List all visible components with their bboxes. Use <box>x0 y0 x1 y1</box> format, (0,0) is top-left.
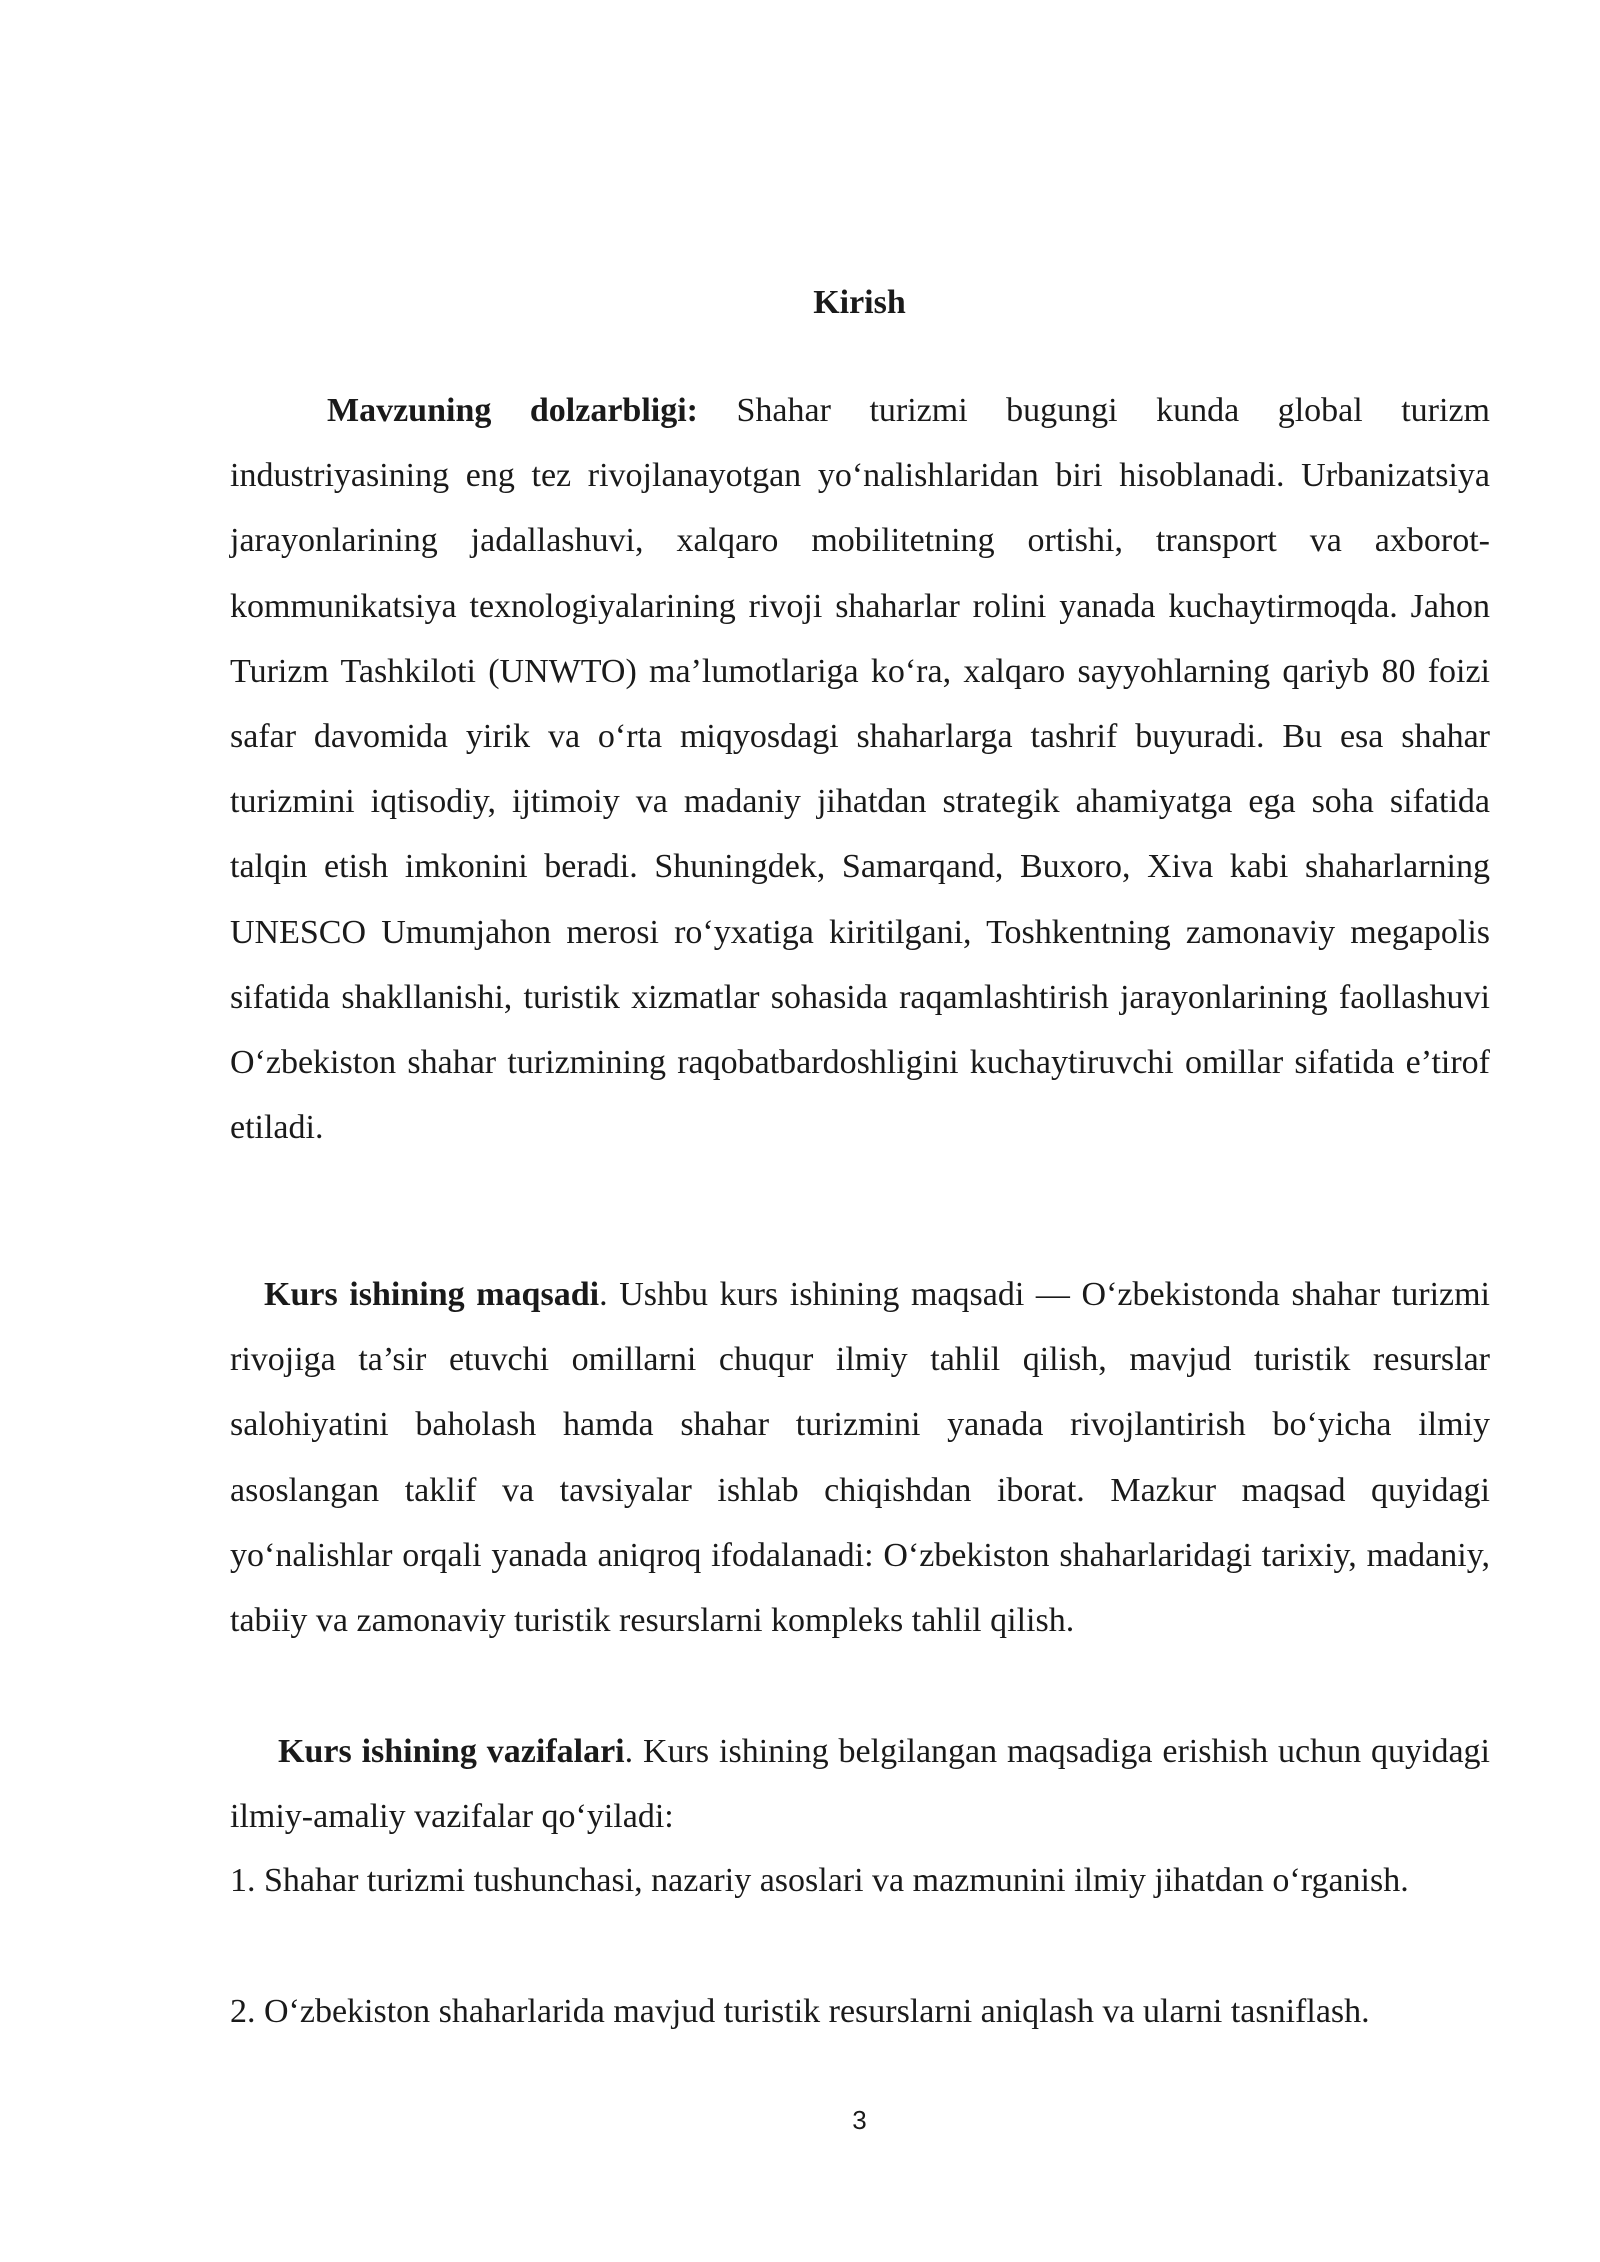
paragraph-goal-body: . Ushbu kurs ishining maqsadi — O‘zbekistonda shahar turizmi rivojiga ta’sir etuvchi omillarni chuqur ilmiy tahlil qilish, mavjud turistik resurslar salohiyatini baholash hamda shahar turizmini yanada rivojlantirish bo‘yicha ilmiy asoslangan taklif va tavsiyalar ishlab chiqishdan iborat. Mazkur maqsad quyidagi yo‘nalishlar orqali yanada aniqroq ifodalanadi: O‘zbekiston shaharlaridagi tarixiy, madaniy, tabiiy va zamonaviy turistik resurslarni kompleks tahlil qilish. <box>230 1276 1491 1640</box>
list-item: 1. Shahar turizmi tushunchasi, nazariy asoslari va mazmunini ilmiy jihatdan o‘rganish. <box>230 1862 1409 1899</box>
paragraph-goal <box>230 1262 1490 1653</box>
paragraph-relevance <box>230 378 1490 1160</box>
paragraph-goal-lead: Kurs ishining maqsadi <box>264 1276 600 1313</box>
paragraph-tasks-lead: Kurs ishining vazifalari <box>278 1733 625 1770</box>
paragraph-relevance-lead: Mavzuning dolzarbligi: <box>327 392 698 429</box>
list-item: 2. O‘zbekiston shaharlarida mavjud turistik resurslarni aniqlash va ularni tasniflash. <box>230 1993 1370 2030</box>
paragraph-tasks-body: . Kurs ishining belgilangan maqsadiga erishish uchun quyidagi ilmiy-amaliy vazifalar qo‘yiladi: <box>230 1733 1491 1836</box>
page-number: 3 <box>852 2105 867 2135</box>
paragraph-tasks <box>230 1719 1490 1849</box>
page-title: Kirish <box>813 284 906 321</box>
paragraph-relevance-body: Shahar turizmi bugungi kunda global turizm industriyasining eng tez rivojlanayotgan yo‘nalishlaridan biri hisoblanadi. Urbanizatsiya jarayonlarining jadallashuvi, xalqaro mobilitetning ortishi, transport va axborot-kommunikatsiya texnologiyalarining rivoji shaharlar rolini yanada kuchaytirmoqda. Jahon Turizm Tashkiloti (UNWTO) ma’lumotlariga ko‘ra, xalqaro sayyohlarning qariyb 80 foizi safar davomida yirik va o‘rta miqyosdagi shaharlarga tashrif buyuradi. Bu esa shahar turizmini iqtisodiy, ijtimoiy va madaniy jihatdan strategik ahamiyatga ega soha sifatida talqin etish imkonini beradi. Shuningdek, Samarqand, Buxoro, Xiva kabi shaharlarning UNESCO Umumjahon merosi ro‘yxatiga kiritilgani, Toshkentning zamonaviy megapolis sifatida shakllanishi, turistik xizmatlar sohasida raqamlashtirish jarayonlarining faollashuvi O‘zbekiston shahar turizmining raqobatbardoshligini kuchaytiruvchi omillar sifatida e’tirof etiladi. <box>230 392 1490 1147</box>
